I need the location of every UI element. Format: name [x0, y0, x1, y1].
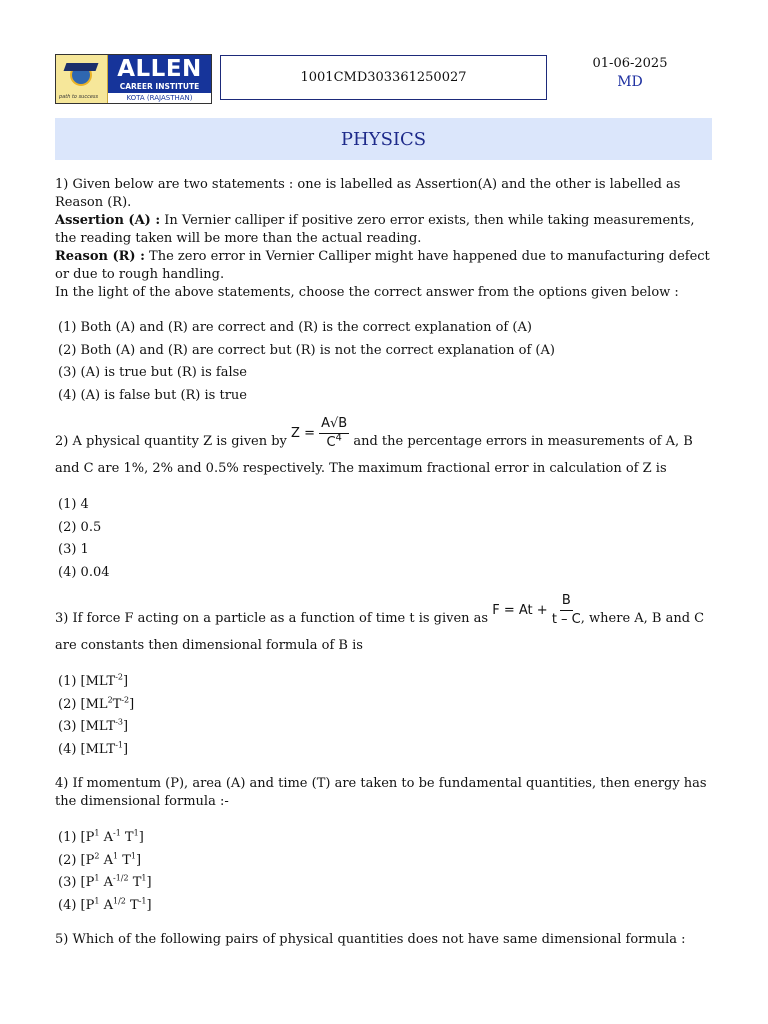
option-text: T: [128, 875, 142, 890]
option-text: A: [99, 830, 113, 845]
formula-lhs: F = At +: [492, 603, 548, 618]
option-text: T: [125, 897, 139, 913]
option-exponent: -2: [121, 695, 130, 705]
formula-numerator: B: [560, 592, 573, 611]
option[interactable]: (3) (A) is true but (R) is false: [58, 365, 247, 380]
option[interactable]: (1) Both (A) and (R) are correct and (R) is the correct explanation of (A): [58, 320, 532, 335]
option[interactable]: (4) 0.04: [58, 564, 110, 580]
question-1-stem: 1) Given below are two statements : one is labelled as Assertion(A) and the other is labelled as Reason (R).: [55, 177, 681, 210]
option-text: (2) [ML: [58, 696, 108, 712]
logo-subtitle: CAREER INSTITUTE: [119, 82, 200, 91]
question-4-stem: 4) If momentum (P), area (A) and time (T) are taken to be fundamental quantities, then energy has the dimensional formula :-: [55, 776, 707, 809]
option[interactable]: [58, 850, 715, 873]
paper-code: [220, 55, 547, 100]
formula-lhs: Z =: [291, 426, 315, 441]
option-text: ]: [122, 741, 129, 757]
reason-text: The zero error in Vernier Calliper might have happened due to manufacturing defect or due to rough handling.: [55, 249, 710, 282]
option-text: (4) [P: [58, 897, 95, 913]
question-list: [55, 176, 715, 949]
option-text: ]: [146, 897, 152, 913]
option[interactable]: [58, 739, 715, 762]
subject-banner: [55, 118, 712, 160]
option-text: ]: [146, 875, 152, 890]
formula-z: [291, 415, 349, 452]
assertion-label: Assertion (A) :: [55, 213, 161, 228]
option-exponent: -1: [115, 740, 123, 750]
option[interactable]: (3) 1: [58, 542, 89, 557]
option-text: T: [120, 830, 134, 845]
paper-date: 01-06-2025: [592, 56, 668, 71]
option-exponent: 2: [94, 851, 100, 861]
formula-denominator: C: [326, 435, 336, 450]
option-exponent: 1: [113, 851, 119, 861]
formula-force: [492, 592, 581, 629]
option-text: ]: [136, 852, 142, 868]
stream-label: MD: [617, 74, 643, 90]
option[interactable]: (4) (A) is false but (R) is true: [58, 387, 247, 403]
option[interactable]: [58, 716, 715, 739]
question-5-stem: 5) Which of the following pairs of physical quantities does not have same dimensional formula :: [55, 932, 686, 947]
option-exponent: 2: [107, 695, 113, 705]
option[interactable]: [58, 827, 715, 850]
option-text: ]: [122, 719, 129, 734]
option-exponent: 1: [133, 828, 139, 838]
option[interactable]: [58, 895, 715, 918]
option-text: A: [99, 897, 113, 913]
option-exponent: 1/2: [113, 896, 126, 906]
question-2-text-after: and the percentage errors in measurements of A, B and C are 1%, 2% and 0.5% respectively. The maximum fractional error in calculation of Z is: [55, 434, 693, 476]
option-text: A: [99, 875, 113, 890]
option-exponent: 1: [94, 828, 100, 838]
question-2-stem: [55, 416, 715, 478]
question-3-text-after: , where A, B and C are constants then dimensional formula of B is: [55, 611, 705, 653]
option-exponent: 1: [141, 873, 147, 883]
option-exponent: -2: [115, 672, 123, 682]
logo-city: KOTA (RAJASTHAN): [108, 93, 211, 103]
allen-logo: [55, 54, 212, 104]
option-exponent: -1/2: [113, 873, 129, 883]
formula-numerator: A√B: [319, 415, 349, 434]
option-text: ]: [129, 696, 135, 712]
paper-code-text: 1001CMD303361250027: [300, 70, 467, 85]
option-text: A: [99, 852, 113, 868]
option-text: (1) [P: [58, 830, 95, 845]
logo-brand: ALLEN: [117, 56, 202, 82]
question-3-stem: [55, 593, 715, 655]
question-3: [55, 593, 715, 761]
question-2: [55, 416, 715, 584]
option-text: (2) [P: [58, 852, 95, 868]
option-exponent: -1: [138, 896, 147, 906]
option[interactable]: [58, 694, 715, 717]
reason-label: Reason (R) :: [55, 249, 145, 264]
option-exponent: -3: [115, 717, 123, 727]
question-2-text-before: 2) A physical quantity Z is given by: [55, 434, 292, 449]
logo-emblem-icon: [56, 55, 108, 103]
option-exponent: 1: [130, 851, 136, 861]
option[interactable]: [58, 671, 715, 694]
subject-title: PHYSICS: [340, 128, 427, 150]
assertion-text: In Vernier calliper if positive zero error exists, then while taking measurements, the reading taken will be more than the actual reading.: [55, 213, 695, 246]
formula-exponent: 4: [335, 432, 342, 444]
question-3-text-before: 3) If force F acting on a particle as a function of time t is given as: [55, 611, 493, 626]
option[interactable]: [58, 872, 715, 895]
option[interactable]: (2) 0.5: [58, 519, 102, 535]
formula-denominator: t – C: [551, 612, 581, 627]
option[interactable]: (1) 4: [58, 497, 89, 512]
option-text: T: [112, 696, 122, 712]
option-text: ]: [138, 830, 144, 845]
option-text: (1) [MLT: [58, 674, 116, 689]
option-text: T: [118, 852, 131, 868]
option-text: (4) [MLT: [58, 741, 116, 757]
question-1-assertion: [55, 212, 715, 248]
option-text: (3) [P: [58, 875, 95, 890]
option-text: ]: [122, 674, 129, 689]
option-text: (3) [MLT: [58, 719, 116, 734]
option-exponent: 1: [94, 896, 100, 906]
question-1: [55, 176, 715, 407]
question-1-reason: [55, 248, 715, 284]
option-exponent: -1: [113, 828, 121, 838]
question-4: [55, 775, 715, 917]
option[interactable]: (2) Both (A) and (R) are correct but (R) is not the correct explanation of (A): [58, 342, 555, 358]
option-exponent: 1: [94, 873, 100, 883]
question-1-instruction: In the light of the above statements, choose the correct answer from the options given below :: [55, 285, 679, 300]
logo-tagline: path to success: [59, 94, 99, 100]
question-5: [55, 931, 715, 949]
